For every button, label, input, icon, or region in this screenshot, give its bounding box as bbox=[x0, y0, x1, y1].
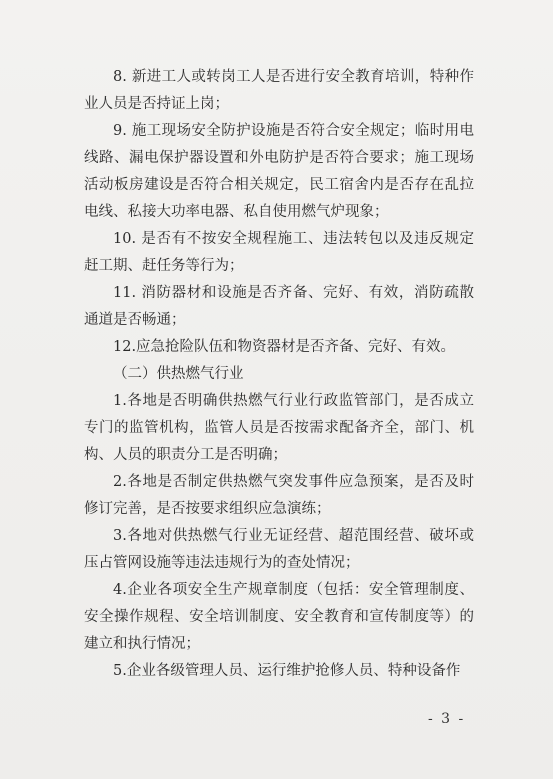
paragraph-item-1: 1.各地是否明确供热燃气行业行政监管部门，是否成立专门的监管机构，监管人员是否按需求配备齐全，部门、机构、人员的职责分工是否明确； bbox=[84, 393, 474, 463]
paragraph-item-11: 11. 消防器材和设施是否齐备、完好、有效，消防疏散通道是否畅通； bbox=[84, 285, 474, 328]
section-heading: （二）供热燃气行业 bbox=[113, 366, 244, 382]
document-body bbox=[84, 64, 474, 685]
paragraph-item-12: 12.应急抢险队伍和物资器材是否齐备、完好、有效。 bbox=[113, 339, 456, 355]
paragraph-item-5: 5.企业各级管理人员、运行维护抢修人员、特种设备作 bbox=[113, 663, 461, 679]
paragraph-item-8: 8. 新进工人或转岗工人是否进行安全教育培训，特种作业人员是否持证上岗； bbox=[84, 69, 474, 112]
paragraph-item-10: 10. 是否有不按安全规程施工、违法转包以及违反规定赶工期、赶任务等行为； bbox=[84, 231, 474, 274]
paragraph-item-4: 4.企业各项安全生产规章制度（包括：安全管理制度、安全操作规程、安全培训制度、安全教育和宣传制度等）的建立和执行情况； bbox=[84, 582, 474, 652]
paragraph-item-2: 2.各地是否制定供热燃气突发事件应急预案，是否及时修订完善，是否按要求组织应急演练； bbox=[84, 474, 474, 517]
page-number: - 3 - bbox=[428, 711, 466, 727]
paragraph-item-9: 9. 施工现场安全防护设施是否符合安全规定；临时用电线路、漏电保护器设置和外电防护是否符合要求；施工现场活动板房建设是否符合相关规定，民工宿舍内是否存在乱拉电线、私接大功率电器、私自使用燃气炉现象； bbox=[84, 123, 474, 220]
paragraph-item-3: 3.各地对供热燃气行业无证经营、超范围经营、破坏或压占管网设施等违法违规行为的查处情况； bbox=[84, 528, 474, 571]
